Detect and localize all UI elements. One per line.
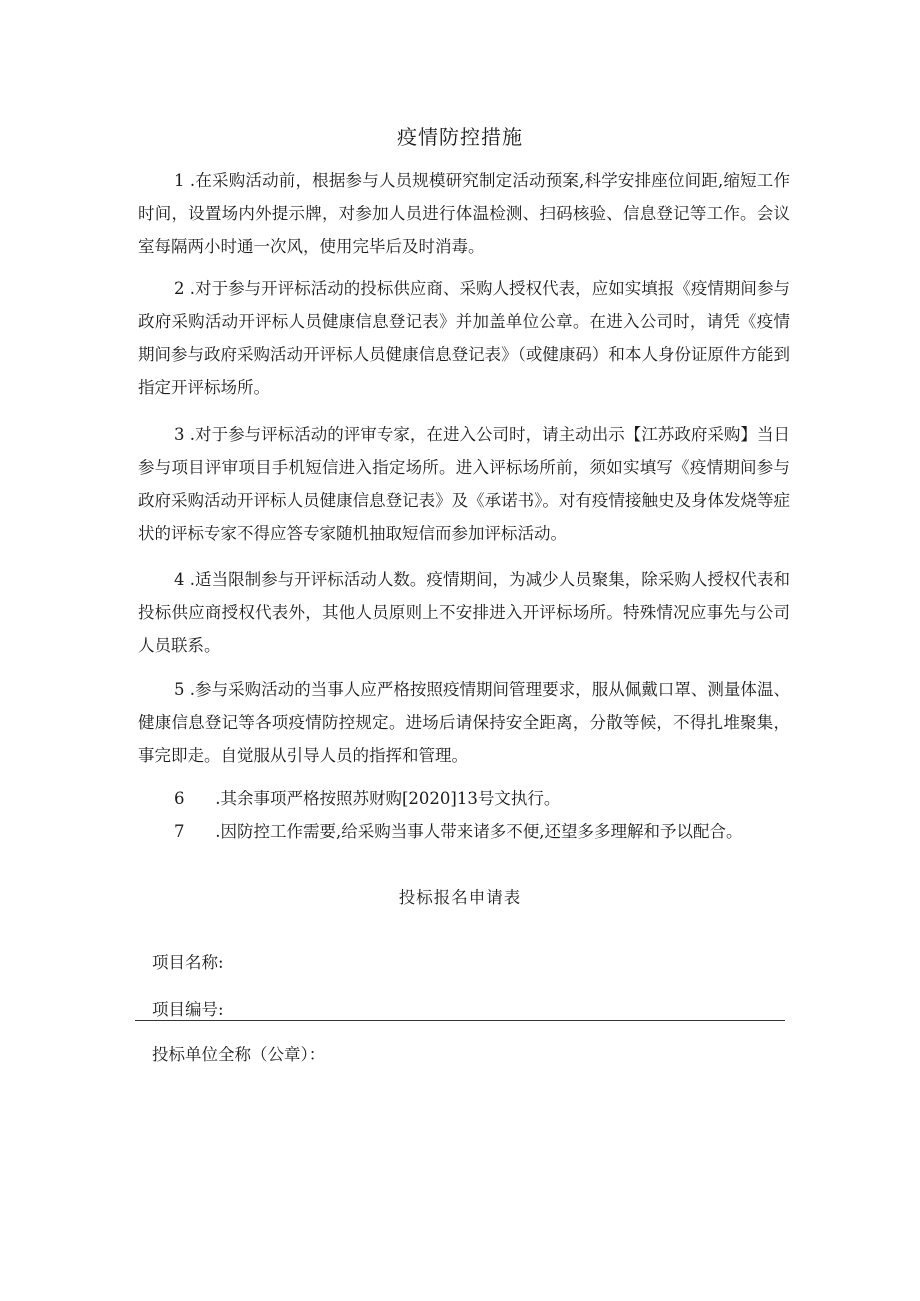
measure-paragraph-4: 4 .适当限制参与开评标活动人数。疫情期间，为减少人员聚集，除采购人授权代表和投标供应商授权代表外，其他人员原则上不安排进入开评标场所。特殊情况应事先与公司人员联系。 bbox=[138, 570, 790, 655]
item-number: 7 bbox=[174, 822, 185, 841]
item-number: 6 bbox=[174, 789, 185, 808]
measure-paragraph-3: 3 .对于参与评标活动的评审专家，在进入公司时，请主动出示【江苏政府采购】当日参与项目评审项目手机短信进入指定场所。进入评标场所前，须如实填写《疫情期间参与政府采购活动开评标人员健康信息登记表》及《承诺书》。对有疫情接触史及身体发烧等症状的评标专家不得应答专家随机抽取短信而参加评标活动。 bbox=[138, 425, 790, 543]
measure-paragraph-2: 2 .对于参与开评标活动的投标供应商、采购人授权代表，应如实填报《疫情期间参与政府采购活动开评标人员健康信息登记表》并加盖单位公章。在进入公司时，请凭《疫情期间参与政府采购活动开评标人员健康信息登记表》（或健康码）和本人身份证原件方能到指定开评标场所。 bbox=[138, 279, 790, 397]
bidder-name-label: 投标单位全称（公章）： bbox=[152, 1045, 326, 1064]
document-title: 疫情防控措施 bbox=[397, 125, 523, 149]
item-text: .其余事项严格按照苏财购[2020]13号文执行。 bbox=[215, 789, 561, 808]
project-name-label: 项目名称: bbox=[152, 953, 224, 972]
measure-item-6 bbox=[138, 782, 790, 815]
project-number-label: 项目编号: bbox=[152, 1000, 224, 1019]
measure-paragraph-1: 1 .在采购活动前，根据参与人员规模研究制定活动预案,科学安排座位间距,缩短工作时间，设置场内外提示牌，对参加人员进行体温检测、扫码核验、信息登记等工作。会议室每隔两小时通一次风，使用完毕后及时消毒。 bbox=[138, 171, 790, 256]
measure-item-7 bbox=[138, 815, 790, 848]
divider-line bbox=[135, 1020, 785, 1021]
item-text: .因防控工作需要,给采购当事人带来诸多不便,还望多多理解和予以配合。 bbox=[215, 822, 743, 841]
measure-paragraph-5: 5 .参与采购活动的当事人应严格按照疫情期间管理要求，服从佩戴口罩、测量体温、健康信息登记等各项疫情防控规定。进场后请保持安全距离，分散等候，不得扎堆聚集，事完即走。自觉服从引导人员的指挥和管理。 bbox=[138, 680, 790, 765]
form-title: 投标报名申请表 bbox=[398, 888, 522, 907]
